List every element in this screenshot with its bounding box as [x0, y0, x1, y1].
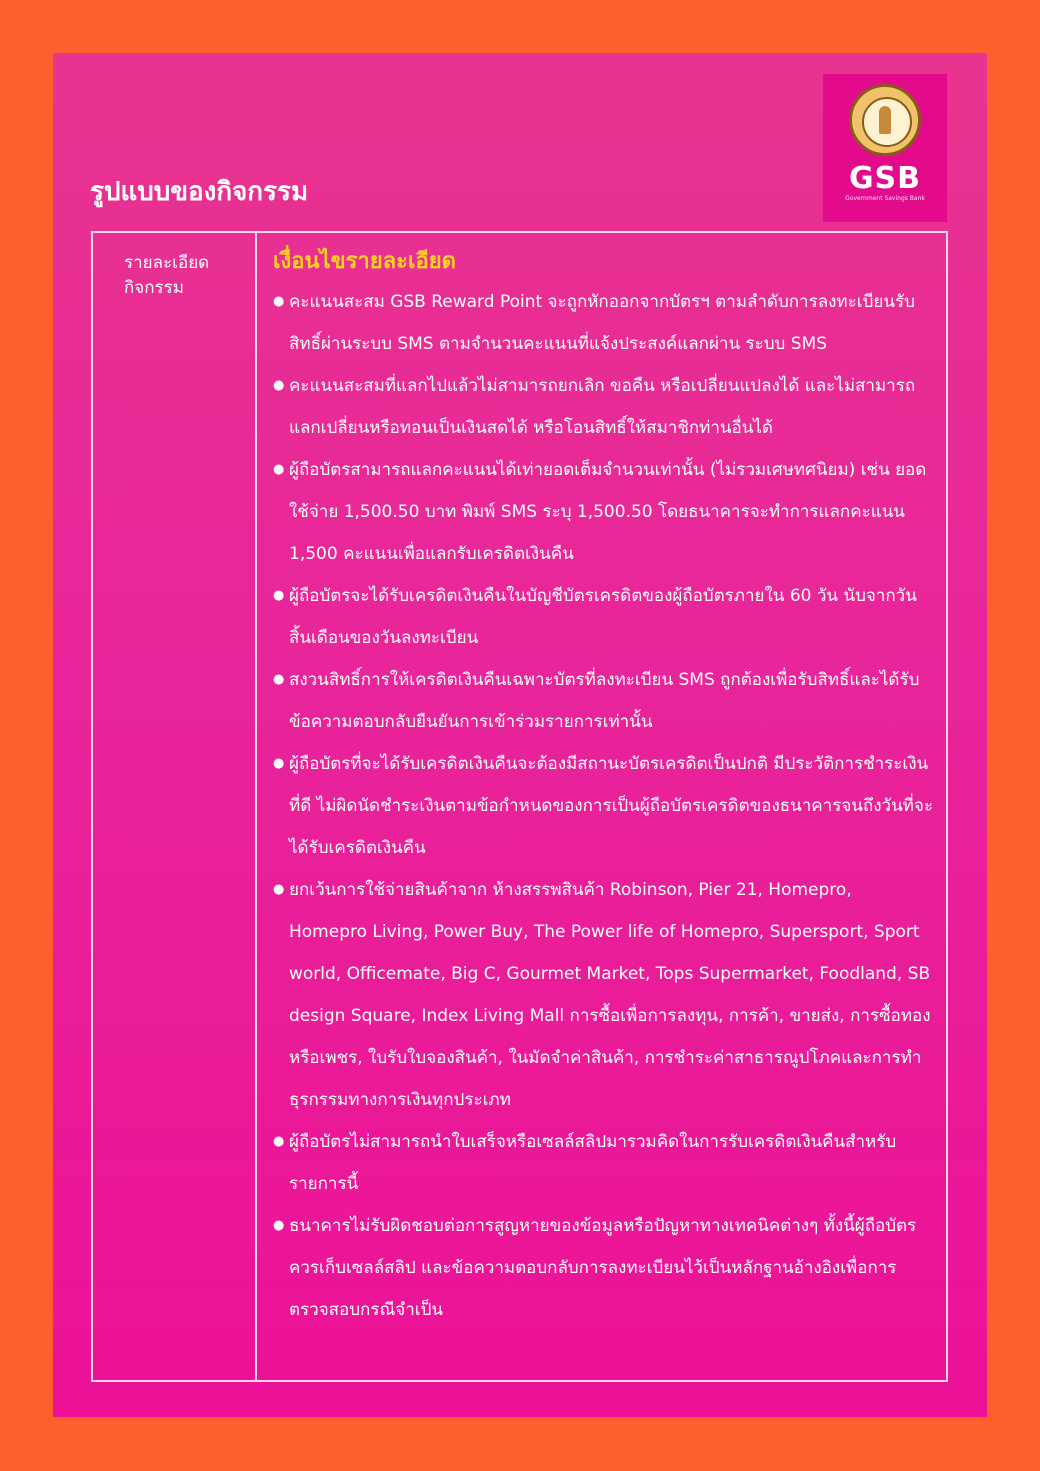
- conditions-title: เงื่อนไขรายละเอียด: [273, 249, 456, 274]
- logo-text: GSB: [848, 161, 922, 196]
- conditions-list: [273, 281, 933, 1331]
- row-label-line1: รายละเอียด: [124, 253, 210, 273]
- logo-subtext: Government Savings Bank: [845, 195, 925, 202]
- bank-seal-icon: [849, 84, 921, 156]
- condition-item: ● ผู้ถือบัตรจะได้รับเครดิตเงินคืนในบัญชีบัตรเครดิตของผู้ถือบัตรภายใน 60 วัน นับจากวันสิ้นเดือนของวันลงทะเบียน: [273, 575, 933, 659]
- condition-item: ● สงวนสิทธิ์การให้เครดิตเงินคืนเฉพาะบัตรที่ลงทะเบียน SMS ถูกต้องเพื่อรับสิทธิ์และได้รับข้อความตอบกลับยืนยันการเข้าร่วมรายการเท่านั้น: [273, 659, 933, 743]
- page-title: รูปแบบของกิจกรรม: [90, 177, 309, 207]
- conditions-cell: [273, 245, 933, 1331]
- condition-item: ● ยกเว้นการใช้จ่ายสินค้าจาก ห้างสรรพสินค้า Robinson, Pier 21, Homepro, Homepro Living, Power Buy, The Power life of Homepro, Supersport, Sport world, Officemate, Big C, Gourmet Market, Tops Supermarket, Foodland, SB design Square, Index Living Mall การซื้อเพื่อการลงทุน, การค้า, ขายส่ง, การซื้อทองหรือเพชร, ใบรับใบจองสินค้า, ในมัดจำค่าสินค้า, การชำระค่าสาธารณูปโภคและการทำธุรกรรมทางการเงินทุกประเภท: [273, 869, 933, 1121]
- activity-table: [91, 231, 948, 1382]
- condition-item: ● คะแนนสะสม GSB Reward Point จะถูกหักออกจากบัตรฯ ตามลำดับการลงทะเบียนรับสิทธิ์ผ่านระบบ SMS ตามจำนวนคะแนนที่แจ้งประสงค์แลกผ่าน ระบบ SMS: [273, 281, 933, 365]
- gsb-logo: [823, 74, 947, 222]
- condition-item: ● คะแนนสะสมที่แลกไปแล้วไม่สามารถยกเลิก ขอคืน หรือเปลี่ยนแปลงได้ และไม่สามารถแลกเปลี่ยนหรือทอนเป็นเงินสดได้ หรือโอนสิทธิ์ให้สมาชิกท่านอื่นได้: [273, 365, 933, 449]
- row-label-line2: กิจกรรม: [124, 278, 185, 298]
- row-label: [124, 251, 244, 301]
- column-divider: [255, 233, 257, 1380]
- condition-item: ● ผู้ถือบัตรที่จะได้รับเครดิตเงินคืนจะต้องมีสถานะบัตรเครดิตเป็นปกติ มีประวัติการชำระเงินที่ดี ไม่ผิดนัดชำระเงินตามข้อกำหนดของการเป็นผู้ถือบัตรเครดิตของธนาคารจนถึงวันที่จะได้รับเครดิตเงินคืน: [273, 743, 933, 869]
- condition-item: ● ผู้ถือบัตรสามารถแลกคะแนนได้เท่ายอดเต็มจำนวนเท่านั้น (ไม่รวมเศษทศนิยม) เช่น ยอดใช้จ่าย 1,500.50 บาท พิมพ์ SMS ระบุ 1,500.50 โดยธนาคารจะทำการแลกคะแนน 1,500 คะแนนเพื่อแลกรับเครดิตเงินคืน: [273, 449, 933, 575]
- condition-item: ● ผู้ถือบัตรไม่สามารถนำใบเสร็จหรือเซลล์สลิปมารวมคิดในการรับเครดิตเงินคืนสำหรับรายการนี้: [273, 1121, 933, 1205]
- condition-item: ● ธนาคารไม่รับผิดชอบต่อการสูญหายของข้อมูลหรือปัญหาทางเทคนิคต่างๆ ทั้งนี้ผู้ถือบัตรควรเก็บเซลล์สลิป และข้อความตอบกลับการลงทะเบียนไว้เป็นหลักฐานอ้างอิงเพื่อการตรวจสอบกรณีจำเป็น: [273, 1205, 933, 1331]
